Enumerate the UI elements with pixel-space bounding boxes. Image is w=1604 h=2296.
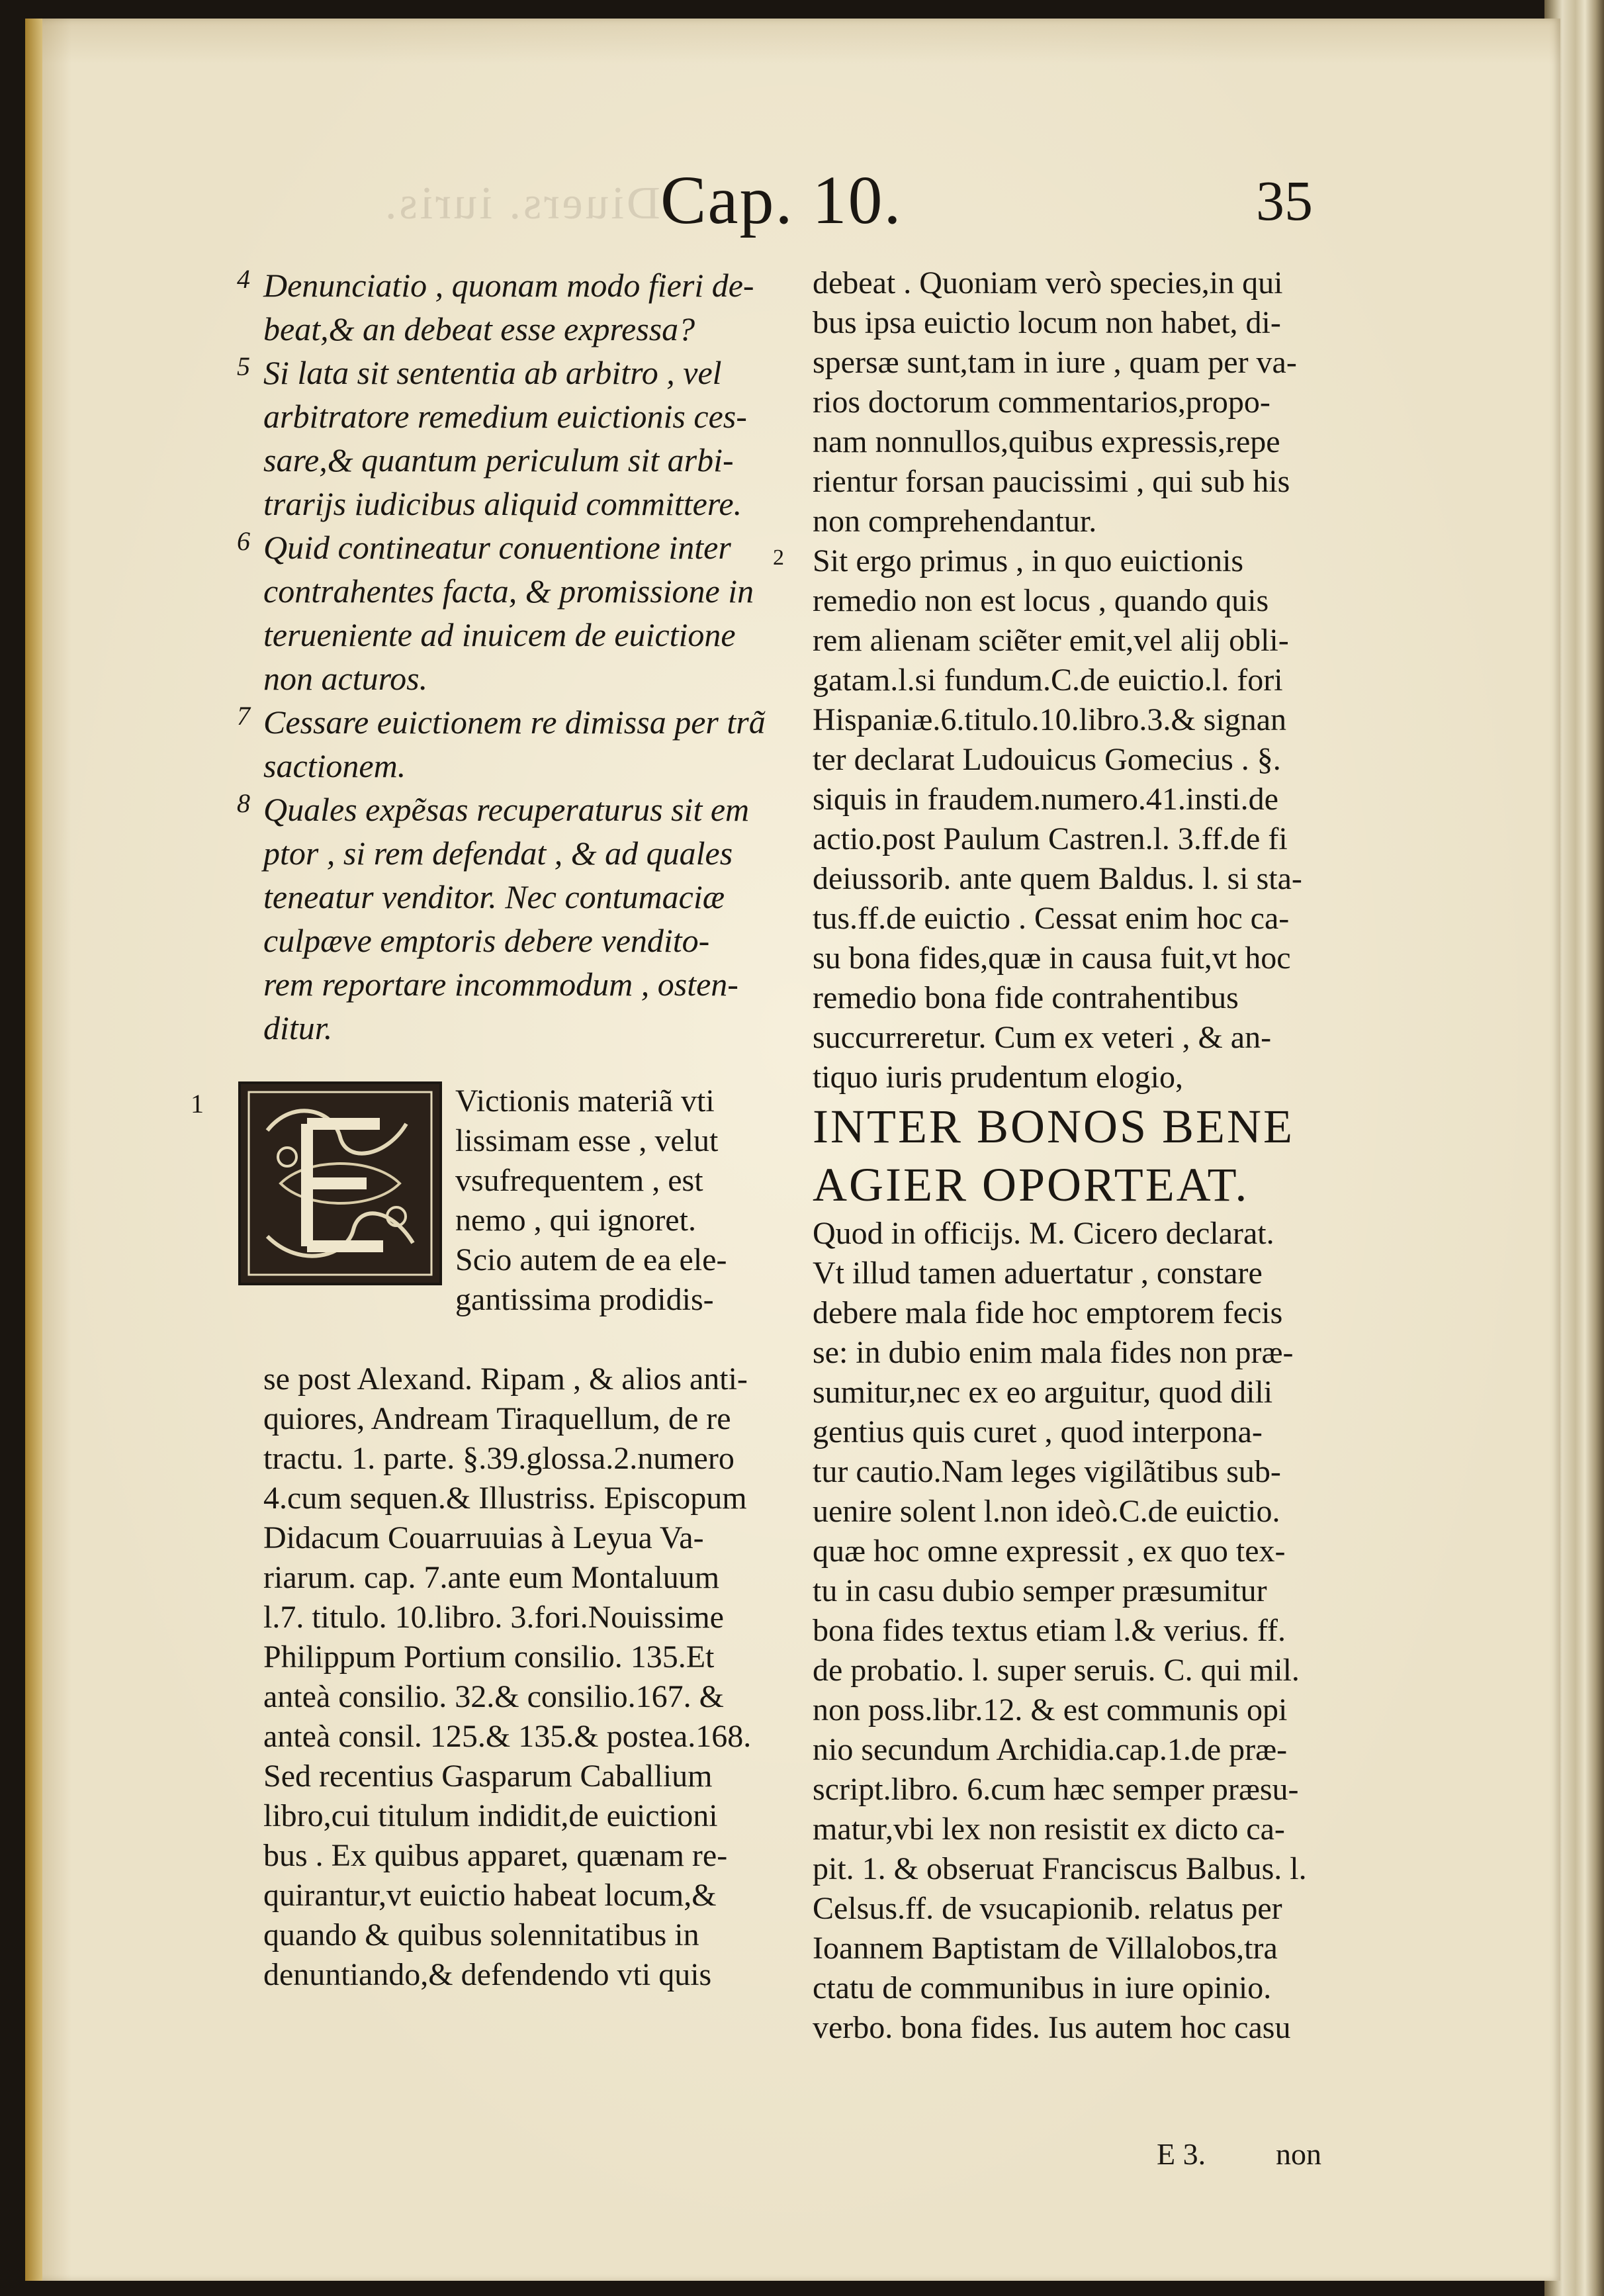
summary-number: 4 — [237, 264, 250, 294]
summary-item — [237, 526, 780, 700]
summary-line: terueniente ad inuicem de euictione — [263, 616, 736, 653]
decorated-initial-e — [238, 1081, 442, 1285]
maxim-line: INTER BONOS BENE — [813, 1100, 1294, 1153]
text-line: l.7. titulo. 10.libro. 3.fori.Nouissime — [263, 1600, 724, 1635]
summary-line: arbitratore remedium euictionis ces- — [263, 398, 747, 435]
summary-line: Quid contineatur conuentione inter — [263, 529, 731, 566]
initial-paragraph — [191, 1081, 780, 1359]
text-line: se post Alexand. Ripam , & alios anti- — [263, 1361, 748, 1397]
text-line: Sed recentius Gasparum Caballium — [263, 1759, 713, 1794]
text-line: bus ipsa euictio locum non habet, di- — [813, 305, 1281, 340]
text-line: lissimam esse , velut — [455, 1123, 719, 1158]
text-line: Ioannem Baptistam de Villalobos,tra — [813, 1931, 1278, 1966]
text-line: anteà consilio. 32.& consilio.167. & — [263, 1679, 724, 1714]
text-line: sumitur,nec ex eo arguitur, quod dili — [813, 1375, 1273, 1410]
text-line: Vt illud tamen aduertatur , constare — [813, 1256, 1263, 1291]
text-line: deiussorib. ante quem Baldus. l. si sta- — [813, 861, 1302, 896]
text-line: quiores, Andream Tiraquellum, de re — [263, 1401, 731, 1436]
text-line: debeat . Quoniam verò species,in qui — [813, 265, 1283, 300]
ornament-icon — [241, 1084, 439, 1283]
text-line: vsufrequentem , est — [455, 1163, 703, 1198]
text-line: non comprehendantur. — [813, 504, 1097, 539]
text-line: Scio autem de ea ele- — [455, 1242, 727, 1277]
maxim-heading — [813, 1097, 1342, 1214]
summary-line: rem reportare incommodum , osten- — [263, 966, 738, 1003]
bleed-through-heading: Diuers. iuris. — [382, 178, 660, 229]
summary-line: Si lata sit sententia ab arbitro , vel — [263, 354, 722, 391]
text-line: bona fides textus etiam l.& verius. ff. — [813, 1613, 1286, 1648]
text-line: ctatu de communibus in iure opinio. — [813, 1970, 1272, 2005]
folio-number: 35 — [1256, 169, 1313, 232]
maxim-line: AGIER OPORTEAT. — [813, 1158, 1249, 1211]
summary-item — [237, 700, 780, 788]
text-line: non poss.libr.12. & est communis opi — [813, 1692, 1288, 1727]
summary-item — [237, 788, 780, 1050]
summary-line: non acturos. — [263, 660, 428, 697]
summary-line: contrahentes facta, & promissione in — [263, 573, 754, 610]
text-line: remedio non est locus , quando quis — [813, 583, 1269, 618]
running-head — [25, 161, 1560, 240]
text-line: tu in casu dubio semper præsumitur — [813, 1573, 1267, 1608]
chapter-summary — [237, 263, 780, 1050]
left-column — [191, 263, 780, 1995]
summary-line: ditur. — [263, 1009, 333, 1046]
footer-line — [813, 2136, 1342, 2183]
text-line: riarum. cap. 7.ante eum Montaluum — [263, 1560, 720, 1595]
text-line: quæ hoc omne expressit , ex quo tex- — [813, 1534, 1286, 1569]
summary-line: teneatur venditor. Nec contumaciæ — [263, 878, 725, 915]
summary-number: 8 — [237, 788, 250, 818]
text-line: matur,vbi lex non resistit ex dicto ca- — [813, 1812, 1285, 1847]
text-line: actio.post Paulum Castren.l. 3.ff.de fi — [813, 821, 1288, 856]
right-body-top — [813, 263, 1342, 541]
summary-line: Quales expẽsas recuperaturus sit em — [263, 791, 750, 828]
summary-line: culpæve emptoris debere vendito- — [263, 922, 710, 959]
section-number-2: 2 — [773, 545, 784, 570]
text-line: Victionis materiã vti — [455, 1083, 715, 1119]
text-line: tractu. 1. parte. §.39.glossa.2.numero — [263, 1441, 735, 1476]
summary-line: trarijs iudicibus aliquid committere. — [263, 485, 742, 522]
text-line: quirantur,vt euictio habeat locum,& — [263, 1878, 717, 1913]
text-line: rios doctorum commentarios,propo- — [813, 385, 1270, 420]
initial-text-lines — [455, 1081, 727, 1320]
text-line: nemo , qui ignoret. — [455, 1203, 696, 1238]
summary-line: Denunciatio , quonam modo fieri de- — [263, 267, 754, 304]
text-line: script.libro. 6.cum hæc semper præsu- — [813, 1772, 1299, 1807]
text-line: denuntiando,& defendendo vti quis — [263, 1957, 712, 1992]
text-line: quando & quibus solennitatibus in — [263, 1917, 699, 1952]
text-line: uenire solent l.non ideò.C.de euictio. — [813, 1494, 1280, 1529]
text-line: gatam.l.si fundum.C.de euictio.l. fori — [813, 663, 1283, 698]
text-line: gantissima prodidis- — [455, 1282, 714, 1317]
text-line: gentius quis curet , quod interpona- — [813, 1414, 1263, 1449]
right-body-middle — [813, 541, 1342, 1097]
text-line: Didacum Couarruuias à Leyua Va- — [263, 1520, 704, 1555]
summary-number: 7 — [237, 701, 250, 731]
summary-item — [237, 351, 780, 526]
text-line: tiquo iuris prudentum elogio, — [813, 1060, 1183, 1095]
text-line: libro,cui titulum indidit,de euictioni — [263, 1798, 718, 1833]
text-line: Quod in officijs. M. Cicero declarat. — [813, 1216, 1274, 1251]
text-line: su bona fides,quæ in causa fuit,vt hoc — [813, 941, 1291, 976]
right-body-bottom — [813, 1214, 1342, 2048]
text-line: remedio bona fide contrahentibus — [813, 980, 1239, 1015]
text-line: de probatio. l. super seruis. C. qui mil. — [813, 1653, 1300, 1688]
text-line: tur cautio.Nam leges vigilãtibus sub- — [813, 1454, 1281, 1489]
text-line: spersæ sunt,tam in iure , quam per va- — [813, 345, 1297, 380]
text-line: Philippum Portium consilio. 135.Et — [263, 1639, 715, 1675]
text-line: tus.ff.de euictio . Cessat enim hoc ca- — [813, 901, 1290, 936]
text-line: verbo. bona fides. Ius autem hoc casu — [813, 2010, 1291, 2045]
catchword: non — [1276, 2137, 1321, 2171]
text-line: Hispaniæ.6.titulo.10.libro.3.& signan — [813, 702, 1286, 737]
text-line: debere mala fide hoc emptorem fecis — [813, 1295, 1283, 1330]
gutter-stain — [25, 19, 42, 2281]
text-line: Sit ergo primus , in quo euictionis — [813, 543, 1244, 578]
text-line: succurreretur. Cum ex veteri , & an- — [813, 1020, 1272, 1055]
right-column — [773, 263, 1342, 2048]
book-page — [25, 19, 1560, 2281]
text-line: nio secundum Archidia.cap.1.de præ- — [813, 1732, 1288, 1767]
text-line: anteà consil. 125.& 135.& postea.168. — [263, 1719, 752, 1754]
summary-line: Cessare euictionem re dimissa per trã — [263, 704, 766, 741]
summary-line: ptor , si rem defendat , & ad quales — [263, 835, 733, 872]
text-line: Celsus.ff. de vsucapionib. relatus per — [813, 1891, 1282, 1926]
chapter-heading: Cap. 10. — [660, 162, 903, 238]
summary-item — [237, 263, 780, 351]
summary-line: sactionem. — [263, 747, 406, 784]
summary-line: sare,& quantum periculum sit arbi- — [263, 441, 734, 479]
summary-line: beat,& an debeat esse expressa? — [263, 310, 695, 347]
summary-number: 5 — [237, 351, 250, 381]
text-line: siquis in fraudem.numero.41.insti.de — [813, 782, 1278, 817]
text-line: rem alienam sciẽter emit,vel alij obli- — [813, 623, 1289, 658]
text-line: bus . Ex quibus apparet, quænam re- — [263, 1838, 728, 1873]
text-line: rientur forsan paucissimi , qui sub his — [813, 464, 1290, 499]
summary-number: 6 — [237, 526, 250, 556]
text-line: pit. 1. & obseruat Franciscus Balbus. l. — [813, 1851, 1307, 1886]
signature-mark: E 3. — [1157, 2137, 1206, 2171]
text-line: se: in dubio enim mala fides non præ- — [813, 1335, 1294, 1370]
section-number-1: 1 — [191, 1089, 204, 1119]
left-body-text — [263, 1359, 780, 1995]
text-line: ter declarat Ludouicus Gomecius . §. — [813, 742, 1281, 777]
text-line: 4.cum sequen.& Illustriss. Episcopum — [263, 1481, 747, 1516]
text-line: nam nonnullos,quibus expressis,repe — [813, 424, 1280, 459]
